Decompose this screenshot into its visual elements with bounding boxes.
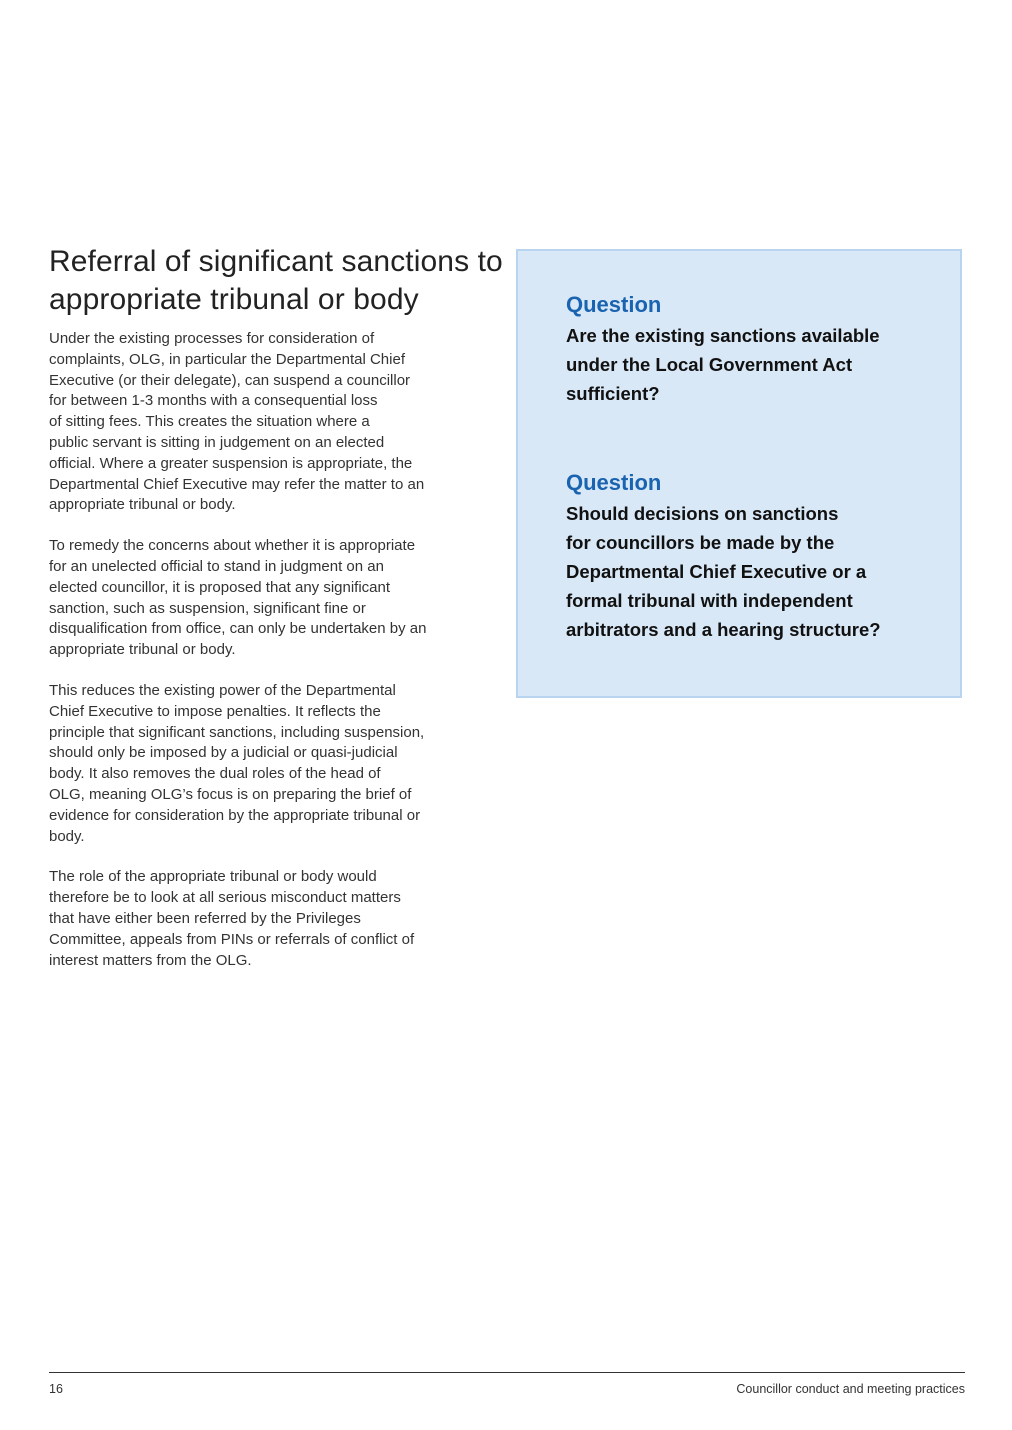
question-block — [566, 291, 946, 408]
body-text — [49, 329, 501, 991]
paragraph: Under the existing processes for consideration of complaints, OLG, in particular the Departmental Chief Executive (or their delegate), can suspend a councillor for between 1-3 months with a consequential loss of sitting fees. This creates the situation where a public servant is sitting in judgement on an elected official. Where a greater suspension is appropriate, the Departmental Chief Executive may refer the matter to an appropriate tribunal or body. — [49, 330, 425, 514]
question-text: Are the existing sanctions available under the Local Government Act sufficient? — [566, 325, 880, 404]
question-panel — [516, 249, 962, 698]
document-title: Councillor conduct and meeting practices — [736, 1382, 965, 1396]
page-heading: Referral of significant sanctions to appropriate tribunal or body — [49, 245, 503, 316]
question-block — [566, 469, 946, 644]
question-text: Should decisions on sanctions for councillors be made by the Departmental Chief Executive or a formal tribunal with independent arbitrators and a hearing structure? — [566, 503, 881, 640]
footer-divider — [49, 1372, 965, 1373]
question-label: Question — [566, 292, 662, 317]
question-label: Question — [566, 470, 662, 495]
paragraph: To remedy the concerns about whether it is appropriate for an unelected official to stand in judgment on an elected councillor, it is proposed that any significant sanction, such as suspension, significant fine or disqualification from office, can only be undertaken by an appropriate tribunal or body. — [49, 537, 427, 659]
paragraph: This reduces the existing power of the Departmental Chief Executive to impose penalties. It reflects the principle that significant sanctions, including suspension, should only be imposed by a judicial or quasi-judicial body. It also removes the dual roles of the head of OLG, meaning OLG’s focus is on preparing the brief of evidence for consideration by the appropriate tribunal or body. — [49, 681, 425, 845]
paragraph: The role of the appropriate tribunal or body would therefore be to look at all serious misconduct matters that have either been referred by the Privileges Committee, appeals from PINs or referrals of conflict of interest matters from the OLG. — [49, 868, 415, 969]
page-number: 16 — [49, 1382, 63, 1396]
